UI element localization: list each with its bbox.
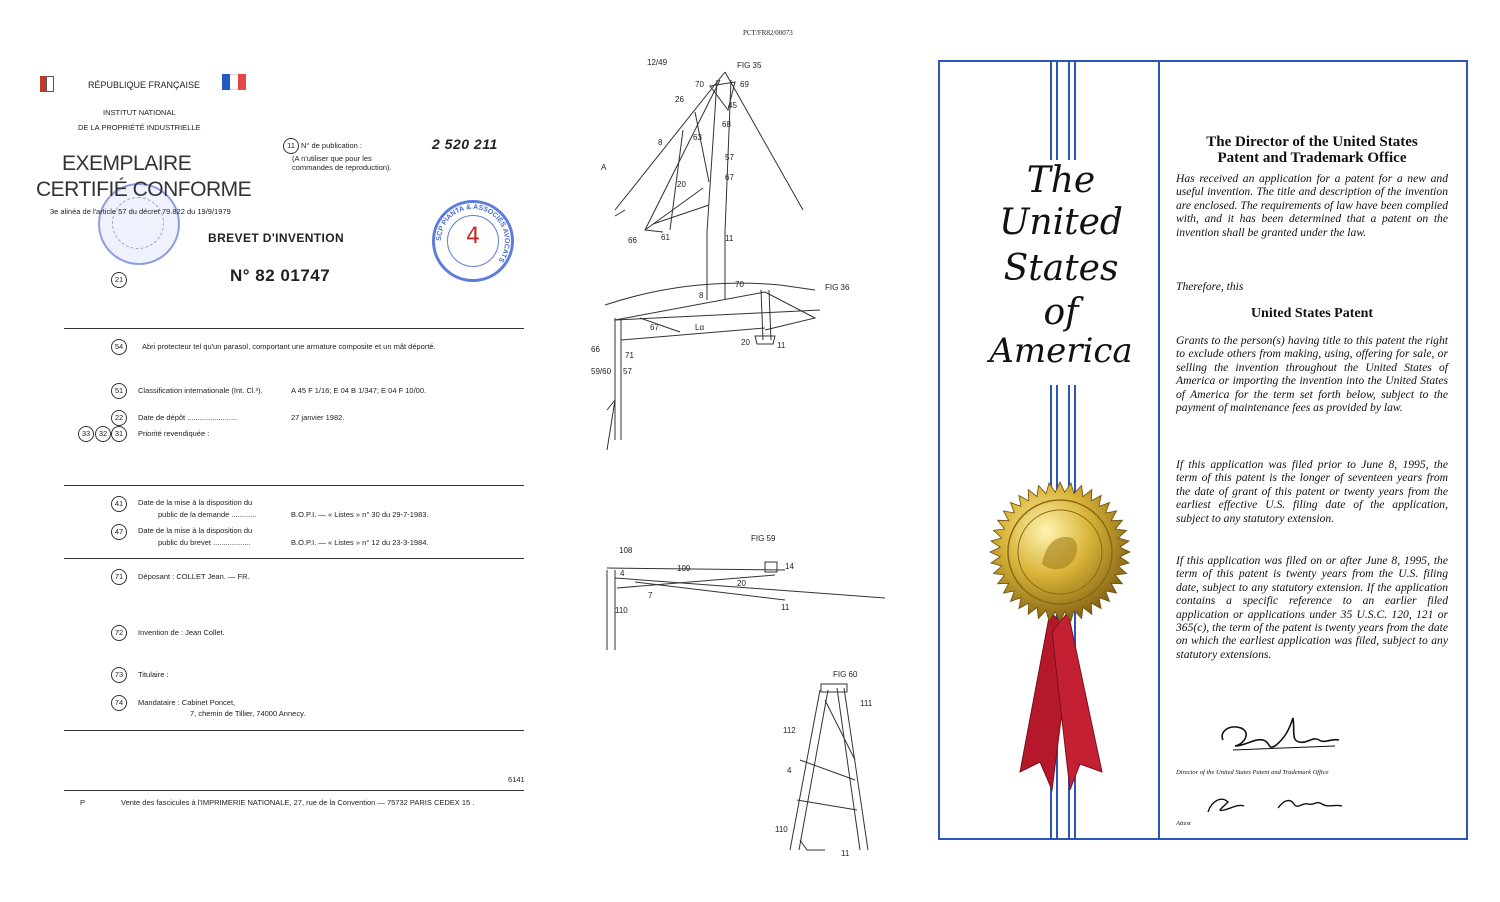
code-circle: 22 xyxy=(111,410,127,426)
title-united: United xyxy=(999,202,1123,243)
attest-signature xyxy=(1198,790,1358,820)
ref-label: 4 xyxy=(787,766,792,775)
code-circle: 41 xyxy=(111,496,127,512)
code-circle: 73 xyxy=(111,667,127,683)
director-caption: Director of the United States Patent and Trademark Office xyxy=(1176,769,1329,776)
exemplaire-line1: EXEMPLAIRE xyxy=(62,152,192,175)
code-circle: 47 xyxy=(111,524,127,540)
republique-label: RÉPUBLIQUE FRANÇAISE xyxy=(88,80,201,90)
fig-label-35: FIG 35 xyxy=(737,61,762,70)
attest-caption: Attest xyxy=(1176,820,1191,827)
ref-label: 67 xyxy=(650,323,659,332)
ref-label: 68 xyxy=(722,120,731,129)
ref-label: 8 xyxy=(658,138,663,147)
ref-label: 7 xyxy=(648,591,653,600)
filing-date-label: Date de dépôt ........................ xyxy=(138,413,238,422)
title-of: of xyxy=(1043,292,1079,333)
inventor: Invention de : Jean Collet. xyxy=(138,628,225,637)
ref-label: 4 xyxy=(620,569,625,578)
code-circle: 72 xyxy=(111,625,127,641)
ref-label: 57 xyxy=(623,367,632,376)
ref-label: 14 xyxy=(785,562,794,571)
title-field: Abri protecteur tel qu'un parasol, comportant une armature composite et un mât déporté. xyxy=(142,342,436,351)
ref-label: 67 xyxy=(725,173,734,182)
agent-line2: 7, chemin de Tillier, 74000 Annecy. xyxy=(190,709,306,718)
french-patent-page xyxy=(0,0,540,902)
ref-label: 11 xyxy=(781,603,790,612)
exemplaire-line2: CERTIFIÉ CONFORME xyxy=(36,178,252,201)
applicant: Déposant : COLLET Jean. — FR. xyxy=(138,572,250,581)
agent-line1: Mandataire : Cabinet Poncet, xyxy=(138,698,236,707)
ref-label: 66 xyxy=(591,345,600,354)
ref-label: 108 xyxy=(619,546,633,555)
ref-label: 109 xyxy=(677,564,691,573)
ref-label: 71 xyxy=(625,351,634,360)
ref-label: 45 xyxy=(728,101,737,110)
code-circle: 51 xyxy=(111,383,127,399)
ref-label: 57 xyxy=(725,153,734,162)
fig-label-59: FIG 59 xyxy=(751,534,776,543)
director-heading-2: Patent and Trademark Office xyxy=(1217,150,1407,166)
decree-line: 3e alinéa de l'article 57 du décret 79.822 du 19/9/1979 xyxy=(50,207,231,216)
title-the: The xyxy=(1026,160,1096,201)
director-signature xyxy=(1215,710,1345,760)
page-code: 6141 xyxy=(508,775,525,784)
svg-text:SCP PIANTA & ASSOCIÉS AVOCATS: SCP PIANTA & ASSOCIÉS AVOCATS xyxy=(435,203,511,264)
code-circle: 74 xyxy=(111,695,127,711)
ref-label: 111 xyxy=(860,699,873,708)
propriete-label: DE LA PROPRIÉTÉ INDUSTRIELLE xyxy=(78,123,201,132)
priority-label: Priorité revendiquée : xyxy=(138,429,210,438)
code-circle: 54 xyxy=(111,339,127,355)
institut-label: INSTITUT NATIONAL xyxy=(103,108,176,117)
ref-label: 110 xyxy=(615,606,628,615)
title-states: States xyxy=(1003,248,1119,289)
brevet-title: BREVET D'INVENTION xyxy=(208,231,345,245)
term-paragraph-1: If this application was filed prior to June 8, 1995, the term of this patent is the longer of seventeen years from the date of grant of this patent or twenty years from the earliest effective U.S. filing date of the application, subject to any statutory extension. xyxy=(1176,458,1448,525)
f47-line1: Date de la mise à la disposition du xyxy=(138,526,253,535)
sheet-number: 12/49 xyxy=(647,58,668,67)
fig-label-36: FIG 36 xyxy=(825,283,850,292)
ref-label: 20 xyxy=(677,180,686,189)
pct-header: PCT/FR82/00073 xyxy=(743,29,793,37)
ref-label: 112 xyxy=(783,726,796,735)
ref-label: 70 xyxy=(735,280,744,289)
filing-date-value: 27 janvier 1982. xyxy=(291,413,345,422)
f41-line1: Date de la mise à la disposition du xyxy=(138,498,253,507)
code-circle: 32 xyxy=(95,426,111,442)
f41-line2: public de la demande ............ xyxy=(158,510,257,519)
pub-note-2: commandes de reproduction). xyxy=(292,163,392,172)
code-circle: 31 xyxy=(111,426,127,442)
divider xyxy=(64,730,524,731)
ref-label: 66 xyxy=(628,236,637,245)
term-paragraph-2: If this application was filed on or after June 8, 1995, the term of this patent is twenty years from the U.S. filing date, subject to any statutory extension. If the application contains a specific reference to an earlier filed application or applications under 35 U.S.C. 120, 121 or 365(c), the term of the patent is twenty years from the date on which the earliest application was filed, subject to any statutory extensions. xyxy=(1176,554,1448,661)
code-circle: 71 xyxy=(111,569,127,585)
marianne-logo xyxy=(40,76,54,92)
divider xyxy=(64,485,524,486)
ref-label: 26 xyxy=(675,95,684,104)
footer-text: Vente des fascicules à l'IMPRIMERIE NATIONALE, 27, rue de la Convention — 75732 PARIS CEDEX 15 . xyxy=(121,798,475,807)
ref-label: 8 xyxy=(699,291,704,300)
classification-value: A 45 F 1/16; E 04 B 1/347; E 04 F 10/00. xyxy=(291,386,427,395)
ref-label: 63 xyxy=(693,133,702,142)
title-america: America xyxy=(989,331,1133,371)
french-flag-icon xyxy=(222,74,246,90)
code-circle: 11 xyxy=(283,138,299,154)
border-rule xyxy=(1158,62,1160,838)
pub-label: N° de publication : xyxy=(301,141,362,150)
registration-number: N° 82 01747 xyxy=(230,266,331,285)
ref-label: 59/60 xyxy=(591,367,612,376)
ref-label: 11 xyxy=(777,341,786,350)
intro-paragraph: Has received an application for a patent for a new and useful invention. The title and description of the invention are enclosed. The requirements of law have been complied with, and it has been determined that a patent on the invention shall be granted under the law. xyxy=(1176,172,1448,239)
ref-label: 11 xyxy=(725,234,734,243)
grant-paragraph: Grants to the person(s) having title to this patent the right to exclude others from making, using, offering for sale, or selling the invention throughout the United States of America or importing the invention into the United States of America for the term set forth below, subject to the payment of maintenance fees as provided by law. xyxy=(1176,334,1448,415)
pub-note-1: (A n'utiliser que pour les xyxy=(292,154,372,163)
footer-p: P xyxy=(80,798,86,807)
ref-label: 20 xyxy=(737,579,746,588)
ref-label: A xyxy=(601,163,607,172)
gold-seal-icon xyxy=(980,472,1140,792)
divider xyxy=(64,790,524,791)
publication-number: 2 520 211 xyxy=(432,136,498,152)
fig-label-60: FIG 60 xyxy=(833,670,858,679)
code-circle: 21 xyxy=(111,272,127,288)
patent-drawings xyxy=(585,0,905,902)
drawings-svg xyxy=(585,0,905,902)
f47-value: B.O.P.I. — « Listes » n° 12 du 23-3-1984. xyxy=(291,538,429,547)
f47-line2: public du brevet .................. xyxy=(158,538,251,547)
director-heading-1: The Director of the United States xyxy=(1206,134,1418,150)
ref-label: 69 xyxy=(740,80,749,89)
classification-label: Classification internationale (Int. Cl.³). xyxy=(138,386,263,395)
ref-label: 61 xyxy=(661,233,670,242)
divider xyxy=(64,328,524,329)
ref-label: 70 xyxy=(695,80,704,89)
us-patent-certificate xyxy=(938,60,1468,840)
ref-label: Lα xyxy=(695,323,705,332)
f41-value: B.O.P.I. — « Listes » n° 30 du 29-7-1983. xyxy=(291,510,429,519)
stamp-handwritten-mark: 4 xyxy=(466,224,480,249)
code-circle: 33 xyxy=(78,426,94,442)
patent-title: United States Patent xyxy=(1250,306,1374,321)
ref-label: 20 xyxy=(741,338,750,347)
divider xyxy=(64,558,524,559)
holder: Titulaire : xyxy=(138,670,169,679)
ref-label: 11 xyxy=(841,849,850,858)
ref-label: 110 xyxy=(775,825,788,834)
therefore-line: Therefore, this xyxy=(1176,280,1244,293)
